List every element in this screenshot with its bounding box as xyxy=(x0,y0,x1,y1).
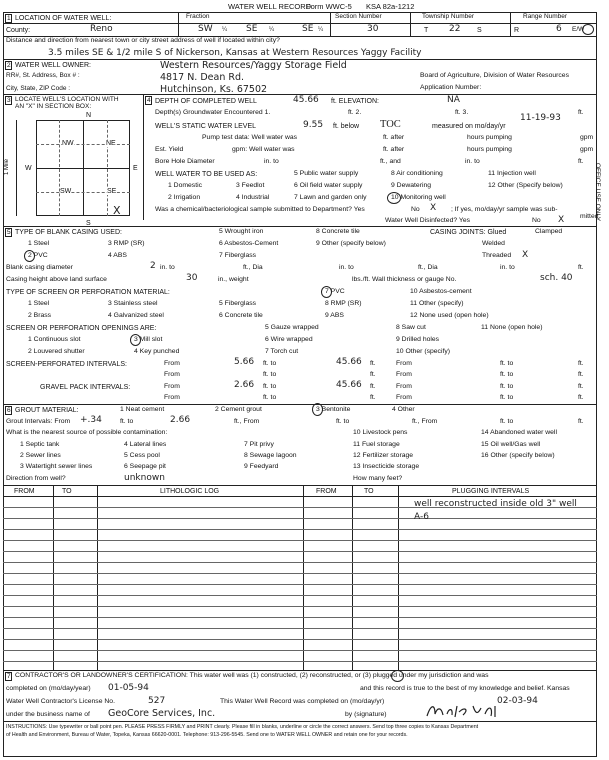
screen-asbestos[interactable]: 10 Asbestos-cement xyxy=(410,288,472,295)
grout-intervals-label: Grout Intervals: From xyxy=(6,418,71,425)
true-record-text: and this record is true to the best of my knowledge and belief. Kansas xyxy=(360,685,570,692)
contam-insecticide[interactable]: 13 Insecticide storage xyxy=(353,463,420,470)
casing-type-label: TYPE OF BLANK CASING USED: xyxy=(15,229,122,236)
screen-ft-to-4: ft. to xyxy=(500,371,514,378)
screen-ft-4: ft. xyxy=(578,371,584,378)
screen-ft-to: ft. to xyxy=(263,360,277,367)
grout-ft-to-3: ft. to xyxy=(500,418,514,425)
use-irrigation[interactable]: 2 Irrigation xyxy=(168,194,201,201)
screen-ft-3: ft. xyxy=(370,371,376,378)
screen-pvc[interactable]: 7 PVC xyxy=(325,288,345,295)
use-monitoring-well[interactable]: 10 Monitoring well xyxy=(391,194,446,201)
casing-abs[interactable]: 4 ABS xyxy=(108,252,127,259)
contam-feedyard[interactable]: 9 Feedyard xyxy=(244,463,279,470)
direction-value[interactable]: unknown xyxy=(124,473,165,483)
section-2-number: 2 xyxy=(7,62,11,69)
opening-saw-cut[interactable]: 8 Saw cut xyxy=(396,324,426,331)
grout-neat-cement[interactable]: 1 Neat cement xyxy=(120,406,165,413)
completed-label: completed on (mo/day/year) xyxy=(6,685,91,692)
application-label: Application Number: xyxy=(420,84,482,91)
log-row-line xyxy=(3,650,597,651)
chem-if-yes: ; If yes, mo/day/yr sample was sub- xyxy=(451,206,558,213)
screen-galvanized[interactable]: 4 Galvanized steel xyxy=(108,312,164,319)
range-value[interactable]: 6 xyxy=(556,24,562,34)
casing-steel[interactable]: 1 Steel xyxy=(28,240,50,247)
log-row-line xyxy=(3,617,597,618)
use-industrial[interactable]: 4 Industrial xyxy=(236,194,270,201)
mill-slot-circle xyxy=(130,334,141,346)
contam-oil-gas-well[interactable]: 15 Oil well/Gas well xyxy=(481,441,541,448)
grout-label: GROUT MATERIAL: xyxy=(15,407,79,414)
contam-seepage-pit[interactable]: 6 Seepage pit xyxy=(124,463,166,470)
township-prefix: T xyxy=(424,27,429,34)
gravel-ft-4: ft. xyxy=(578,394,584,401)
opening-mill-slot[interactable]: 3 Mill slot xyxy=(134,336,163,343)
disinfected-no: No xyxy=(532,217,541,224)
grout-ft-from-2: ft., From xyxy=(412,418,438,425)
use-injection-well[interactable]: 11 Injection well xyxy=(488,170,536,177)
screen-ft-to-2: ft. to xyxy=(500,360,514,367)
contamination-label: What is the nearest source of possible contamination: xyxy=(6,429,168,436)
log-row-line xyxy=(3,606,597,607)
casing-pvc[interactable]: 2 PVC xyxy=(28,252,48,259)
measured-label: measured on mo/day/yr xyxy=(432,123,506,130)
chem-mitted: mitted xyxy=(580,213,599,220)
contam-pit-privy[interactable]: 7 Pit privy xyxy=(244,441,274,448)
use-lawn-garden[interactable]: 7 Lawn and garden only xyxy=(294,194,367,201)
ksa-reference: KSA 82a-1212 xyxy=(366,2,415,11)
township-suffix: S xyxy=(477,27,482,34)
lithologic-log-header: LITHOLOGIC LOG xyxy=(160,488,220,495)
bore-label: Bore Hole Diameter xyxy=(155,158,215,165)
opening-continuous-slot[interactable]: 1 Continuous slot xyxy=(28,336,81,343)
contam-livestock[interactable]: 10 Livestock pens xyxy=(353,429,408,436)
license-label: Water Well Contractor's License No. xyxy=(6,698,115,705)
grout-ft-to-2: ft. to xyxy=(336,418,350,425)
casing-in-to-3: in. to xyxy=(500,264,515,271)
use-public-supply[interactable]: 5 Public water supply xyxy=(294,170,359,177)
locate-label-1: LOCATE WELL'S LOCATION WITH xyxy=(15,96,119,103)
elevation-label: ft. ELEVATION: xyxy=(331,98,379,105)
screen-ft: ft. xyxy=(370,360,376,367)
section-4-number: 4 xyxy=(147,97,151,104)
static-below-label: ft. below xyxy=(333,123,360,130)
screen-from-label-2: From xyxy=(396,360,412,367)
chem-no-mark[interactable]: X xyxy=(430,203,437,213)
screen-pvc-circle xyxy=(321,286,332,298)
north-label: N xyxy=(86,112,92,119)
casing-weight-label: in., weight xyxy=(218,276,249,283)
opening-none[interactable]: 11 None (open hole) xyxy=(481,324,543,331)
contam-other[interactable]: 16 Other (specify below) xyxy=(481,452,555,459)
bore-in-to-2: in. to xyxy=(465,158,480,165)
contam-fertilizer[interactable]: 12 Fertilizer storage xyxy=(353,452,414,459)
static-level-label: WELL'S STATIC WATER LEVEL xyxy=(155,123,257,130)
casing-pvc-circle xyxy=(24,250,35,262)
business-name[interactable]: GeoCore Services, Inc. xyxy=(108,708,216,719)
screen-none[interactable]: 12 None used (open hole) xyxy=(410,312,489,319)
how-many-feet-label: How many feet? xyxy=(353,475,403,482)
measured-date[interactable]: 11-19-93 xyxy=(520,113,561,123)
city-label: City, State, ZIP Code : xyxy=(6,85,71,92)
yield-gpm-end: gpm xyxy=(580,146,594,153)
log-row-line xyxy=(3,540,597,541)
quarter-1[interactable]: SW xyxy=(198,24,213,34)
plug-to-header: TO xyxy=(364,488,374,495)
opening-gauze[interactable]: 5 Gauze wrapped xyxy=(265,324,319,331)
gravel-intervals-label: GRAVEL PACK INTERVALS: xyxy=(40,384,131,391)
location-label: LOCATION OF WATER WELL: xyxy=(15,15,112,22)
yield-gpm-label: gpm: Well water was xyxy=(232,146,295,153)
owner-label: WATER WELL OWNER: xyxy=(15,62,91,69)
sw-label: SW xyxy=(60,188,72,195)
casing-diameter-label: Blank casing diameter xyxy=(6,264,73,271)
plug-from-header: FROM xyxy=(316,488,337,495)
screen-ft-2: ft. xyxy=(578,360,584,367)
plugging-note-2[interactable]: A-6 xyxy=(414,512,429,522)
casing-asbestos[interactable]: 6 Asbestos-Cement xyxy=(219,240,279,247)
owner-name[interactable]: Western Resources/Yaggy Storage Field xyxy=(160,60,347,71)
range-prefix: R xyxy=(514,27,520,34)
use-other[interactable]: 12 Other (Specify below) xyxy=(488,182,563,189)
gravel-ft: ft. xyxy=(370,383,376,390)
gravel-ft-to: ft. to xyxy=(263,383,277,390)
owner-address[interactable]: 4817 N. Dean Rd. xyxy=(160,72,245,83)
log-row-line xyxy=(3,518,597,519)
screen-fiberglass[interactable]: 5 Fiberglass xyxy=(219,300,257,307)
se-label: SE xyxy=(107,188,117,195)
screen-from-value[interactable]: 5.66 xyxy=(234,357,255,367)
township-label: Township Number xyxy=(422,13,475,20)
screen-intervals-label: SCREEN-PERFORATED INTERVALS: xyxy=(6,361,127,368)
use-dewatering[interactable]: 9 Dewatering xyxy=(391,182,432,189)
casing-in-to: in. to xyxy=(160,264,175,271)
screen-rmp[interactable]: 8 RMP (SR) xyxy=(325,300,362,307)
screen-from-label-3: From xyxy=(164,371,180,378)
joint-welded[interactable]: Welded xyxy=(482,240,505,247)
gravel-from-label-4: From xyxy=(396,394,412,401)
log-row-line xyxy=(3,573,597,574)
mile-scale-label: 1 Mile xyxy=(4,158,10,175)
fraction-label: Fraction xyxy=(186,13,210,20)
joint-threaded[interactable]: Threaded xyxy=(482,252,512,259)
chem-no-label: No xyxy=(411,206,420,213)
county-label: County: xyxy=(6,27,31,34)
wall-thickness-label: lbs./ft. Wall thickness or gauge No. xyxy=(352,276,457,283)
static-reference[interactable]: TOC xyxy=(380,119,401,130)
locate-label-2: AN "X" IN SECTION BOX: xyxy=(15,103,92,110)
instructions-line-1: INSTRUCTIONS: Use typewriter or ball point pen. PLEASE PRESS FIRMLY and PRINT clearly. Please fill in blanks, underline or circle the correct answers. Send top three copies to Kansas Department xyxy=(6,724,479,730)
contam-watertight[interactable]: 3 Watertight sewer lines xyxy=(20,463,93,470)
signature-label: by (signature) xyxy=(345,711,387,718)
use-feedlot[interactable]: 3 Feedlot xyxy=(236,182,265,189)
yield-hours-label: hours pumping xyxy=(467,146,512,153)
casing-other[interactable]: 9 Other (specify below) xyxy=(316,240,386,247)
grout-bentonite[interactable]: 3 Bentonite xyxy=(316,406,351,413)
monitoring-well-circle xyxy=(387,192,401,204)
grout-ft-from: ft., From xyxy=(234,418,260,425)
opening-drilled[interactable]: 9 Drilled holes xyxy=(396,336,440,343)
grout-cement[interactable]: 2 Cement grout xyxy=(215,406,262,413)
section-number-label: Section Number xyxy=(335,13,382,20)
screen-to-value[interactable]: 45.66 xyxy=(336,357,362,367)
gravel-ft-to-2: ft. to xyxy=(500,383,514,390)
pump-after-label: ft. after xyxy=(383,134,405,141)
log-to-header: TO xyxy=(62,488,72,495)
yield-label: Est. Yield xyxy=(155,146,184,153)
use-domestic[interactable]: 1 Domestic xyxy=(168,182,202,189)
grout-to-value[interactable]: 2.66 xyxy=(170,415,191,425)
distance-value[interactable]: 3.5 miles SE & 1/2 mile S of Nickerson, Kansas at Western Resources Yaggy Facility xyxy=(48,48,422,58)
reconstructed-circle xyxy=(391,670,404,682)
casing-concrete-tile[interactable]: 8 Concrete tile xyxy=(316,228,360,235)
section-6-number: 6 xyxy=(7,407,11,414)
bore-ft-and: ft., and xyxy=(380,158,401,165)
static-level-value[interactable]: 9.55 xyxy=(303,120,324,130)
signature-icon xyxy=(425,702,505,720)
west-circle-mark xyxy=(582,24,594,35)
contam-fuel[interactable]: 11 Fuel storage xyxy=(353,441,400,448)
gravel-from-label-2: From xyxy=(396,383,412,390)
county-value[interactable]: Reno xyxy=(90,24,113,34)
screen-ft-to-3: ft. to xyxy=(263,371,277,378)
license-number[interactable]: 527 xyxy=(148,696,166,706)
screen-from-label-4: From xyxy=(396,371,412,378)
groundwater-ft3: ft. 3. xyxy=(455,109,469,116)
screen-stainless[interactable]: 3 Stainless steel xyxy=(108,300,158,307)
quarter-2[interactable]: SE xyxy=(246,24,258,34)
use-air-conditioning[interactable]: 8 Air conditioning xyxy=(391,170,443,177)
opening-key-punched[interactable]: 4 Key punched xyxy=(134,348,180,355)
gravel-from-label: From xyxy=(164,383,180,390)
casing-joints-label: CASING JOINTS: Glued xyxy=(430,229,507,236)
log-row-line xyxy=(3,595,597,596)
completed-date[interactable]: 01-05-94 xyxy=(108,683,149,693)
casing-wrought-iron[interactable]: 5 Wrought iron xyxy=(219,228,264,235)
business-label: under the business name of xyxy=(6,711,90,718)
distance-label: Distance and direction from nearest town or city street address of well if located within city? xyxy=(6,37,280,44)
section-3-number: 3 xyxy=(7,97,11,104)
nw-label: NW xyxy=(62,140,74,147)
gravel-ft-2: ft. xyxy=(578,383,584,390)
bentonite-circle xyxy=(312,403,323,416)
yield-after-label: ft. after xyxy=(383,146,405,153)
gravel-from-label-3: From xyxy=(164,394,180,401)
casing-fiberglass[interactable]: 7 Fiberglass xyxy=(219,252,257,259)
form-number: Form WWC-5 xyxy=(306,2,352,11)
screen-steel[interactable]: 1 Steel xyxy=(28,300,50,307)
ne-label: NE xyxy=(106,140,116,147)
range-label: Range Number xyxy=(523,13,568,20)
chem-sample-label: Was a chemical/bacteriological sample submitted to Department? Yes xyxy=(155,206,365,213)
board-label: Board of Agriculture, Division of Water Resources xyxy=(420,72,569,79)
certification-text: CONTRACTOR'S OR LANDOWNER'S CERTIFICATION: This water well was (1) constructed, (2) reconstructed, or (3) plugged under my jurisdiction and was xyxy=(15,672,489,679)
screen-concrete[interactable]: 6 Concrete tile xyxy=(219,312,263,319)
quarter-mark-1: ¼ xyxy=(222,27,228,33)
contam-sewer[interactable]: 2 Sewer lines xyxy=(20,452,61,459)
openings-label: SCREEN OR PERFORATION OPENINGS ARE: xyxy=(6,325,157,332)
depth-value[interactable]: 45.66 xyxy=(293,95,319,105)
form-title: WATER WELL RECORD xyxy=(228,2,312,11)
casing-in-to-2: in. to xyxy=(339,264,354,271)
plugging-intervals-header: PLUGGING INTERVALS xyxy=(452,488,530,495)
opening-other[interactable]: 10 Other (specify) xyxy=(396,348,451,355)
screen-brass[interactable]: 2 Brass xyxy=(28,312,52,319)
casing-rmp[interactable]: 3 RMP (SR) xyxy=(108,240,145,247)
depth-label: DEPTH OF COMPLETED WELL xyxy=(155,98,257,105)
log-from-header: FROM xyxy=(14,488,35,495)
gravel-from-value[interactable]: 2.66 xyxy=(234,380,255,390)
joint-clamped[interactable]: Clamped xyxy=(535,228,563,235)
use-oil-field[interactable]: 6 Oil field water supply xyxy=(294,182,363,189)
casing-ft-dia: ft., Dia xyxy=(243,264,263,271)
contam-septic[interactable]: 1 Septic tank xyxy=(20,441,60,448)
section-5-number: 5 xyxy=(7,229,11,236)
use-label: WELL WATER TO BE USED AS: xyxy=(155,171,258,178)
bore-in-to: in. to xyxy=(264,158,279,165)
screen-other[interactable]: 11 Other (specify) xyxy=(410,300,464,307)
gravel-ft-3: ft. xyxy=(370,394,376,401)
owner-city[interactable]: Hutchinson, Ks. 67502 xyxy=(160,84,268,95)
section-7-number: 7 xyxy=(7,673,11,680)
quarter-mark-2: ¼ xyxy=(269,27,275,33)
pump-test-label: Pump test data: Well water was xyxy=(202,134,298,141)
joint-threaded-mark: X xyxy=(522,250,529,260)
east-label: E xyxy=(133,165,138,172)
record-completed-label: This Water Well Record was completed on (mo/day/yr) xyxy=(220,698,385,705)
casing-height-label: Casing height above land surface xyxy=(6,276,107,283)
south-label: S xyxy=(86,220,91,227)
log-row-line xyxy=(3,639,597,640)
grout-other[interactable]: 4 Other xyxy=(392,406,415,413)
log-row-line xyxy=(3,628,597,629)
direction-label: Direction from well? xyxy=(6,475,66,482)
log-row-line xyxy=(3,529,597,530)
pump-gpm-label: gpm xyxy=(580,134,594,141)
west-label: W xyxy=(25,165,32,172)
casing-height-value[interactable]: 30 xyxy=(186,273,198,283)
east-west-selector[interactable]: E/W xyxy=(572,26,585,33)
wall-thickness-value[interactable]: sch. 40 xyxy=(540,273,573,283)
plugging-note[interactable]: well reconstructed inside old 3" well xyxy=(414,499,577,509)
disinfected-no-mark[interactable]: X xyxy=(558,215,565,225)
section-value[interactable]: 30 xyxy=(367,24,379,34)
groundwater-ft-end: ft. xyxy=(578,109,584,116)
log-row-line xyxy=(3,562,597,563)
gravel-ft-to-3: ft. to xyxy=(263,394,277,401)
quarter-3[interactable]: SE xyxy=(302,24,314,34)
log-row-line xyxy=(3,661,597,662)
groundwater-ft2: ft. 2. xyxy=(348,109,362,116)
opening-louvered[interactable]: 2 Louvered shutter xyxy=(28,348,85,355)
screen-type-label: TYPE OF SCREEN OR PERFORATION MATERIAL: xyxy=(6,289,170,296)
screen-abs[interactable]: 9 ABS xyxy=(325,312,344,319)
instructions-line-2: of Health and Environment, Bureau of Water, Topeka, Kansas 66620-0001. Telephone: 913-296-5545. Send one to WATER WELL OWNER and retain one for your records. xyxy=(6,732,408,738)
bore-ft-end: ft. xyxy=(578,158,584,165)
township-value[interactable]: 22 xyxy=(449,24,461,34)
elevation-value[interactable]: NA xyxy=(447,95,460,105)
section-1-number: 1 xyxy=(7,15,11,22)
office-use-label: OFFICE USE ONLY xyxy=(594,163,601,222)
grout-ft-to: ft. to xyxy=(120,418,134,425)
well-location-x: X xyxy=(113,204,121,217)
address-label: RR#, St. Address, Box # : xyxy=(6,72,80,79)
quarter-mark-3: ¼ xyxy=(318,27,324,33)
gravel-ft-to-4: ft. to xyxy=(500,394,514,401)
log-row-line xyxy=(3,584,597,585)
record-completed-date[interactable]: 02-03-94 xyxy=(497,696,538,706)
opening-wire[interactable]: 6 Wire wrapped xyxy=(265,336,313,343)
gravel-to-value[interactable]: 45.66 xyxy=(336,380,362,390)
screen-from-label: From xyxy=(164,360,180,367)
disinfected-label: Water Well Disinfected? Yes xyxy=(385,217,471,224)
pump-hours-label: hours pumping xyxy=(467,134,512,141)
casing-ft-end: ft. xyxy=(578,264,584,271)
casing-diameter-value[interactable]: 2 xyxy=(150,261,156,271)
casing-ft-dia-2: ft., Dia xyxy=(418,264,438,271)
contam-abandoned-well[interactable]: 14 Abandoned water well xyxy=(481,429,557,436)
contam-cess-pool[interactable]: 5 Cess pool xyxy=(124,452,160,459)
grout-from-value[interactable]: +.34 xyxy=(80,415,102,425)
contam-lateral[interactable]: 4 Lateral lines xyxy=(124,441,167,448)
grout-ft: ft. xyxy=(578,418,584,425)
log-row-line xyxy=(3,551,597,552)
groundwater-label: Depth(s) Groundwater Encountered 1. xyxy=(155,109,271,116)
contam-lagoon[interactable]: 8 Sewage lagoon xyxy=(244,452,297,459)
opening-torch[interactable]: 7 Torch cut xyxy=(265,348,299,355)
mile-scale-line xyxy=(16,120,17,216)
